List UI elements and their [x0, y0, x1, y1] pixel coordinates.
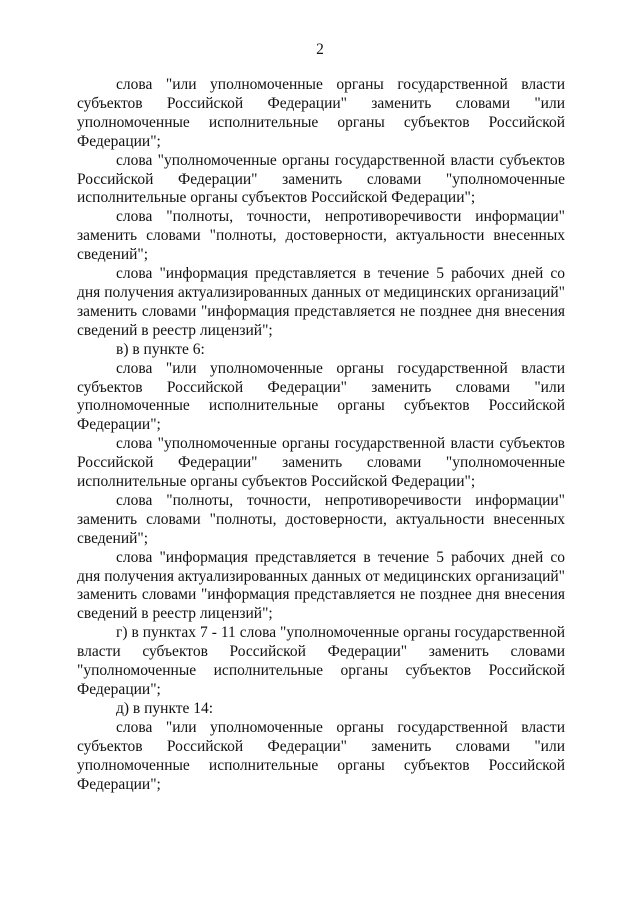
paragraph: слова "или уполномоченные органы государственной власти субъектов Российской Федерации" заменить словами "или уполномоченные исполнительные органы субъектов Российской Федерации";	[77, 359, 565, 434]
paragraph: слова "информация представляется в течение 5 рабочих дней со дня получения актуализированных данных от медицинских организаций" заменить словами "информация представляется не позднее дня внесения сведений в реестр лицензий";	[77, 265, 565, 339]
paragraph: слова "полноты, точности, непротиворечивости информации" заменить словами "полноты, достоверности, актуальности внесенных сведений";	[77, 208, 565, 264]
paragraph: слова "уполномоченные органы государственной власти субъектов Российской Федерации" заменить словами "уполномоченные исполнительные органы субъектов Российской Федерации";	[77, 151, 565, 207]
page-number: 2	[316, 41, 324, 58]
subpoint-heading: д) в пункте 14:	[116, 699, 214, 717]
subpoint-paragraph: г) в пунктах 7 - 11 слова "уполномоченные органы государственной власти субъектов Российской Федерации" заменить словами "уполномоченные исполнительные органы субъектов Российской Федерации";	[77, 624, 565, 698]
paragraph: слова "или уполномоченные органы государственной власти субъектов Российской Федерации" заменить словами "или уполномоченные исполнительные органы субъектов Российской Федерации";	[77, 718, 565, 793]
paragraph: слова "или уполномоченные органы государственной власти субъектов Российской Федерации" заменить словами "или уполномоченные исполнительные органы субъектов Российской Федерации";	[77, 76, 565, 150]
paragraph: слова "уполномоченные органы государственной власти субъектов Российской Федерации" заменить словами "уполномоченные исполнительные органы субъектов Российской Федерации";	[77, 435, 565, 491]
document-body	[77, 76, 565, 794]
subpoint-heading: в) в пункте 6:	[116, 340, 205, 358]
paragraph: слова "полноты, точности, непротиворечивости информации" заменить словами "полноты, достоверности, актуальности внесенных сведений";	[77, 491, 565, 547]
paragraph: слова "информация представляется в течение 5 рабочих дней со дня получения актуализированных данных от медицинских организаций" заменить словами "информация представляется не позднее дня внесения сведений в реестр лицензий";	[77, 548, 565, 623]
